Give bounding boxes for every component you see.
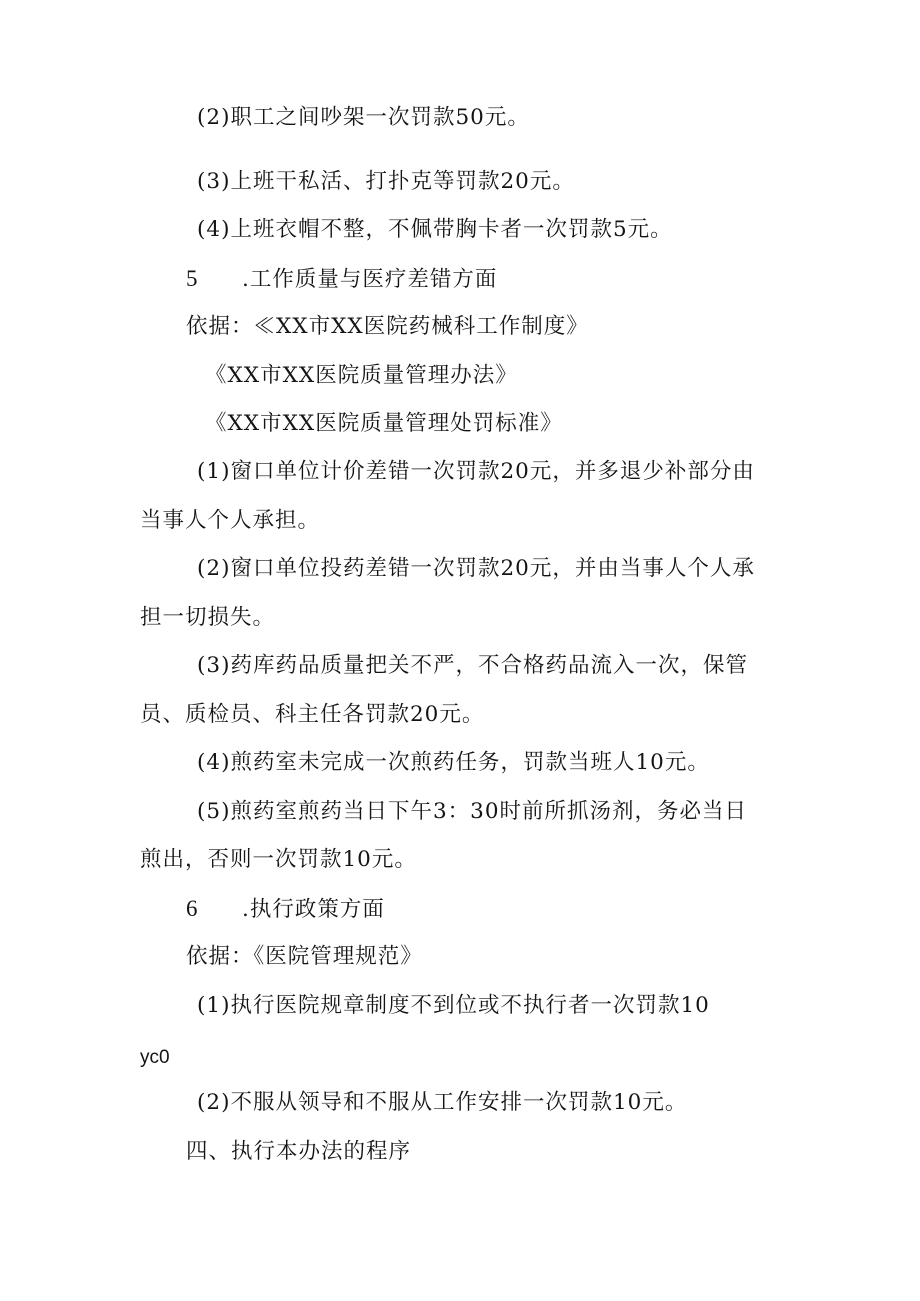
quality-item-3-line-2: 员、质检员、科主任各罚款20元。 [140,702,485,727]
policy-item-1: (1)执行医院规章制度不到位或不执行者一次罚款10 [197,993,710,1018]
quality-item-5-line-2: 煎出，否则一次罚款10元。 [140,847,417,872]
rule-item-4-dress: (4)上班衣帽不整，不佩带胸卡者一次罚款5元。 [197,217,673,242]
basis-line-policy: 依据：《医院管理规范》 [186,944,423,969]
rule-item-2-quarrel: (2)职工之间吵架一次罚款50元。 [197,105,530,130]
section-5-number: 5 [186,266,199,291]
section-6-title: .执行政策方面 [242,897,385,922]
section-5-heading [186,264,497,295]
rule-item-3-private-work: (3)上班干私活、打扑克等罚款20元。 [197,169,575,194]
policy-item-2: (2)不服从领导和不服从工作安排一次罚款10元。 [197,1090,688,1115]
quality-item-4: (4)煎药室未完成一次煎药任务，罚款当班人10元。 [197,750,710,775]
section-5-title: .工作质量与医疗差错方面 [242,267,498,292]
quality-item-5-line-1: (5)煎药室煎药当日下午3：30时前所抓汤剂，务必当日 [197,799,747,824]
policy-item-1-continuation: yc0 [140,1047,170,1068]
quality-item-1-line-2: 当事人个人承担。 [140,508,321,533]
quality-item-2-line-1: (2)窗口单位投药差错一次罚款20元，并由当事人个人承 [197,556,755,581]
basis-line-3: 《XX市XX医院质量管理处罚标准》 [205,411,563,436]
section-6-number: 6 [186,896,199,921]
section-4-heading: 四、执行本办法的程序 [186,1139,412,1164]
quality-item-2-line-2: 担一切损失。 [140,605,276,630]
basis-line-2: 《XX市XX医院质量管理办法》 [205,363,518,388]
quality-item-1-line-1: (1)窗口单位计价差错一次罚款20元，并多退少补部分由 [197,459,755,484]
section-6-heading [186,894,385,925]
quality-item-3-line-1: (3)药库药品质量把关不严，不合格药品流入一次，保管 [197,653,748,678]
basis-line-1: 依据：≪XX市XX医院药械科工作制度》 [186,314,589,339]
